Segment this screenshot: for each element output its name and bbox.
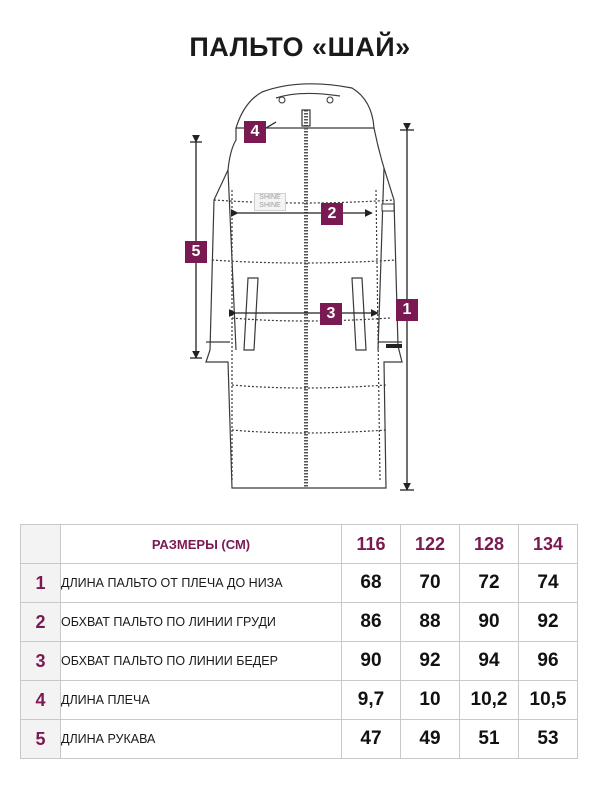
row-number: 5 xyxy=(21,720,61,759)
measure-lines xyxy=(190,122,414,490)
value-cell: 90 xyxy=(342,642,401,681)
value-cell: 10,2 xyxy=(460,681,519,720)
row-number: 4 xyxy=(21,681,61,720)
row-label: ОБХВАТ ПАЛЬТО ПО ЛИНИИ БЕДЕР xyxy=(61,642,342,681)
size-header: 116 xyxy=(342,525,401,564)
table-row xyxy=(21,681,578,720)
value-cell: 72 xyxy=(460,564,519,603)
size-table xyxy=(20,524,578,759)
row-label: ДЛИНА ПЛЕЧА xyxy=(61,681,342,720)
value-cell: 90 xyxy=(460,603,519,642)
value-cell: 92 xyxy=(401,642,460,681)
brand-text: SHINE xyxy=(259,194,281,201)
size-header: 128 xyxy=(460,525,519,564)
brand-label xyxy=(254,193,286,211)
badge-4: 4 xyxy=(244,121,266,143)
row-label: ДЛИНА ПАЛЬТО ОТ ПЛЕЧА ДО НИЗА xyxy=(61,564,342,603)
value-cell: 9,7 xyxy=(342,681,401,720)
value-cell: 88 xyxy=(401,603,460,642)
value-cell: 86 xyxy=(342,603,401,642)
value-cell: 96 xyxy=(519,642,578,681)
value-cell: 10,5 xyxy=(519,681,578,720)
size-header: 134 xyxy=(519,525,578,564)
row-number: 2 xyxy=(21,603,61,642)
value-cell: 94 xyxy=(460,642,519,681)
badge-3: 3 xyxy=(320,303,342,325)
table-header-row xyxy=(21,525,578,564)
value-cell: 49 xyxy=(401,720,460,759)
row-number: 3 xyxy=(21,642,61,681)
brand-text: SHINE xyxy=(259,202,281,209)
value-cell: 47 xyxy=(342,720,401,759)
row-label: ОБХВАТ ПАЛЬТО ПО ЛИНИИ ГРУДИ xyxy=(61,603,342,642)
corner-cell xyxy=(21,525,61,564)
value-cell: 70 xyxy=(401,564,460,603)
value-cell: 53 xyxy=(519,720,578,759)
value-cell: 74 xyxy=(519,564,578,603)
value-cell: 68 xyxy=(342,564,401,603)
badge-5: 5 xyxy=(185,241,207,263)
value-cell: 92 xyxy=(519,603,578,642)
table-row xyxy=(21,564,578,603)
zipper xyxy=(302,110,310,488)
row-number: 1 xyxy=(21,564,61,603)
table-row xyxy=(21,603,578,642)
page-title: ПАЛЬТО «ШАЙ» xyxy=(189,32,411,62)
size-header: 122 xyxy=(401,525,460,564)
table-row xyxy=(21,642,578,681)
value-cell: 51 xyxy=(460,720,519,759)
badge-2: 2 xyxy=(321,203,343,225)
badge-1: 1 xyxy=(396,299,418,321)
table-row xyxy=(21,720,578,759)
header-label: РАЗМЕРЫ (СМ) xyxy=(61,525,342,564)
value-cell: 10 xyxy=(401,681,460,720)
row-label: ДЛИНА РУКАВА xyxy=(61,720,342,759)
